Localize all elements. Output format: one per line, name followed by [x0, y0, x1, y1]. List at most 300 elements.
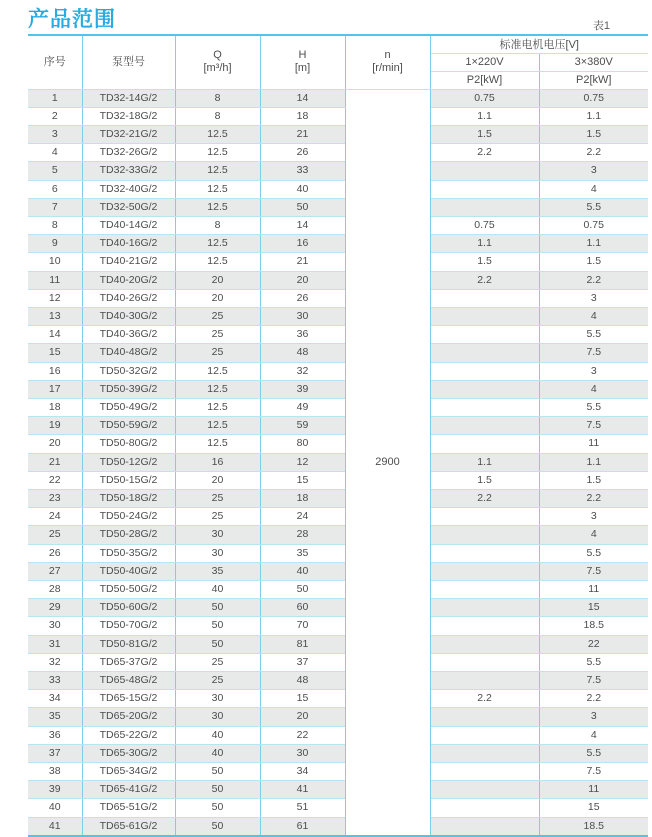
head-h-value: 81: [260, 635, 345, 653]
row-index: 8: [28, 216, 82, 234]
table-row: [28, 544, 648, 562]
flow-q-value: 25: [175, 672, 260, 690]
row-index: 32: [28, 653, 82, 671]
row-index: 23: [28, 489, 82, 507]
row-index: 20: [28, 435, 82, 453]
flow-q-value: 35: [175, 562, 260, 580]
row-index: 33: [28, 672, 82, 690]
p2-220v-value: [430, 817, 539, 836]
head-h-value: 36: [260, 326, 345, 344]
head-h-value: 18: [260, 489, 345, 507]
pump-model: TD40-16G/2: [82, 235, 175, 253]
flow-q-value: 20: [175, 271, 260, 289]
p2-220v-value: [430, 362, 539, 380]
p2-380v-value: 3: [539, 508, 648, 526]
flow-q-value: 30: [175, 526, 260, 544]
row-index: 1: [28, 89, 82, 107]
p2-220v-value: [430, 635, 539, 653]
table-row: [28, 508, 648, 526]
p2-380v-value: 7.5: [539, 763, 648, 781]
p2-380v-value: 5.5: [539, 744, 648, 762]
p2-380v-value: 5.5: [539, 326, 648, 344]
flow-q-value: 40: [175, 726, 260, 744]
p2-220v-value: [430, 726, 539, 744]
pump-model: TD50-80G/2: [82, 435, 175, 453]
row-index: 7: [28, 198, 82, 216]
flow-q-value: 16: [175, 453, 260, 471]
pump-model: TD65-61G/2: [82, 817, 175, 836]
p2-220v-value: [430, 380, 539, 398]
p2-220v-value: [430, 162, 539, 180]
row-index: 10: [28, 253, 82, 271]
table-row: [28, 398, 648, 416]
header-voltage-220: 1×220V: [430, 53, 539, 71]
p2-220v-value: 1.1: [430, 453, 539, 471]
p2-380v-value: 7.5: [539, 417, 648, 435]
pump-model: TD40-30G/2: [82, 307, 175, 325]
p2-380v-value: 3: [539, 708, 648, 726]
head-h-value: 20: [260, 708, 345, 726]
flow-q-value: 12.5: [175, 362, 260, 380]
p2-380v-value: 7.5: [539, 672, 648, 690]
p2-380v-value: 4: [539, 380, 648, 398]
p2-220v-value: [430, 180, 539, 198]
p2-380v-value: 15: [539, 599, 648, 617]
row-index: 11: [28, 271, 82, 289]
p2-380v-value: 3: [539, 162, 648, 180]
table-row: [28, 635, 648, 653]
row-index: 41: [28, 817, 82, 836]
header-flow-q-unit: [m³/h]: [203, 62, 232, 75]
pump-model: TD65-22G/2: [82, 726, 175, 744]
p2-220v-value: 1.5: [430, 253, 539, 271]
flow-q-value: 50: [175, 763, 260, 781]
p2-380v-value: 7.5: [539, 562, 648, 580]
pump-model: TD32-21G/2: [82, 125, 175, 143]
head-h-value: 21: [260, 125, 345, 143]
row-index: 6: [28, 180, 82, 198]
head-h-value: 24: [260, 508, 345, 526]
flow-q-value: 25: [175, 344, 260, 362]
table-row: [28, 708, 648, 726]
p2-220v-value: 1.5: [430, 471, 539, 489]
table-row: [28, 799, 648, 817]
p2-220v-value: 2.2: [430, 271, 539, 289]
head-h-value: 39: [260, 380, 345, 398]
pump-model: TD65-30G/2: [82, 744, 175, 762]
row-index: 27: [28, 562, 82, 580]
header-p2-220: P2[kW]: [430, 71, 539, 89]
p2-380v-value: 11: [539, 781, 648, 799]
head-h-value: 80: [260, 435, 345, 453]
pump-model: TD40-26G/2: [82, 289, 175, 307]
table-row: [28, 471, 648, 489]
row-index: 13: [28, 307, 82, 325]
head-h-value: 40: [260, 180, 345, 198]
pump-model: TD65-48G/2: [82, 672, 175, 690]
pump-model: TD50-24G/2: [82, 508, 175, 526]
flow-q-value: 50: [175, 799, 260, 817]
flow-q-value: 12.5: [175, 125, 260, 143]
flow-q-value: 12.5: [175, 417, 260, 435]
row-index: 38: [28, 763, 82, 781]
p2-220v-value: [430, 763, 539, 781]
row-index: 14: [28, 326, 82, 344]
head-h-value: 20: [260, 271, 345, 289]
flow-q-value: 40: [175, 744, 260, 762]
header-voltage-group: 标准电机电压[V]: [430, 35, 648, 53]
row-index: 16: [28, 362, 82, 380]
header-head-h-unit: [m]: [294, 62, 311, 75]
head-h-value: 60: [260, 599, 345, 617]
p2-220v-value: [430, 435, 539, 453]
table-row: [28, 162, 648, 180]
table-row: [28, 380, 648, 398]
pump-model: TD65-51G/2: [82, 799, 175, 817]
table-row: [28, 125, 648, 143]
p2-380v-value: 1.5: [539, 125, 648, 143]
header-flow-q: [175, 35, 260, 89]
head-h-value: 61: [260, 817, 345, 836]
header-speed-n-unit: [r/min]: [372, 62, 403, 75]
table-row: [28, 690, 648, 708]
head-h-value: 22: [260, 726, 345, 744]
p2-220v-value: 1.5: [430, 125, 539, 143]
page-title: 产品范围: [28, 8, 116, 31]
pump-model: TD40-48G/2: [82, 344, 175, 362]
row-index: 18: [28, 398, 82, 416]
row-index: 3: [28, 125, 82, 143]
head-h-value: 48: [260, 672, 345, 690]
p2-220v-value: [430, 672, 539, 690]
p2-380v-value: 7.5: [539, 344, 648, 362]
pump-model: TD50-49G/2: [82, 398, 175, 416]
head-h-value: 30: [260, 744, 345, 762]
flow-q-value: 12.5: [175, 398, 260, 416]
pump-model: TD32-26G/2: [82, 144, 175, 162]
header-pump-model: 泵型号: [82, 35, 175, 89]
table-row: [28, 216, 648, 234]
pump-model: TD32-50G/2: [82, 198, 175, 216]
row-index: 39: [28, 781, 82, 799]
table-row: [28, 289, 648, 307]
head-h-value: 16: [260, 235, 345, 253]
p2-220v-value: 2.2: [430, 690, 539, 708]
p2-380v-value: 15: [539, 799, 648, 817]
p2-220v-value: 2.2: [430, 489, 539, 507]
p2-380v-value: 2.2: [539, 690, 648, 708]
p2-380v-value: 2.2: [539, 489, 648, 507]
p2-380v-value: 1.1: [539, 235, 648, 253]
header-head-h-symbol: H: [298, 49, 307, 62]
table-row: [28, 726, 648, 744]
pump-model: TD50-59G/2: [82, 417, 175, 435]
flow-q-value: 50: [175, 781, 260, 799]
table-row: [28, 781, 648, 799]
p2-220v-value: [430, 653, 539, 671]
p2-220v-value: [430, 562, 539, 580]
p2-380v-value: 1.5: [539, 471, 648, 489]
flow-q-value: 8: [175, 107, 260, 125]
flow-q-value: 50: [175, 817, 260, 836]
row-index: 28: [28, 580, 82, 598]
p2-380v-value: 22: [539, 635, 648, 653]
head-h-value: 40: [260, 562, 345, 580]
head-h-value: 15: [260, 471, 345, 489]
p2-380v-value: 1.1: [539, 453, 648, 471]
flow-q-value: 12.5: [175, 380, 260, 398]
p2-220v-value: [430, 289, 539, 307]
pump-model: TD50-39G/2: [82, 380, 175, 398]
p2-220v-value: [430, 307, 539, 325]
table-row: [28, 672, 648, 690]
head-h-value: 50: [260, 580, 345, 598]
flow-q-value: 20: [175, 471, 260, 489]
table-row: [28, 107, 648, 125]
row-index: 15: [28, 344, 82, 362]
header-index: 序号: [28, 35, 82, 89]
p2-380v-value: 4: [539, 180, 648, 198]
row-index: 12: [28, 289, 82, 307]
p2-380v-value: 0.75: [539, 89, 648, 107]
flow-q-value: 12.5: [175, 198, 260, 216]
pump-model: TD50-12G/2: [82, 453, 175, 471]
p2-380v-value: 18.5: [539, 817, 648, 836]
p2-380v-value: 5.5: [539, 653, 648, 671]
head-h-value: 32: [260, 362, 345, 380]
p2-220v-value: [430, 344, 539, 362]
p2-220v-value: [430, 198, 539, 216]
pump-model: TD50-70G/2: [82, 617, 175, 635]
pump-spec-table: [28, 34, 648, 837]
p2-380v-value: 2.2: [539, 144, 648, 162]
p2-220v-value: [430, 544, 539, 562]
table-row: [28, 653, 648, 671]
pump-model: TD40-20G/2: [82, 271, 175, 289]
flow-q-value: 25: [175, 653, 260, 671]
pump-model: TD65-34G/2: [82, 763, 175, 781]
flow-q-value: 50: [175, 635, 260, 653]
flow-q-value: 8: [175, 216, 260, 234]
pump-model: TD50-18G/2: [82, 489, 175, 507]
row-index: 35: [28, 708, 82, 726]
row-index: 31: [28, 635, 82, 653]
row-index: 21: [28, 453, 82, 471]
table-row: [28, 180, 648, 198]
head-h-value: 28: [260, 526, 345, 544]
p2-380v-value: 3: [539, 362, 648, 380]
pump-model: TD32-33G/2: [82, 162, 175, 180]
head-h-value: 41: [260, 781, 345, 799]
flow-q-value: 12.5: [175, 253, 260, 271]
flow-q-value: 25: [175, 508, 260, 526]
table-row: [28, 307, 648, 325]
flow-q-value: 20: [175, 289, 260, 307]
p2-380v-value: 5.5: [539, 198, 648, 216]
head-h-value: 15: [260, 690, 345, 708]
table-row: [28, 453, 648, 471]
row-index: 26: [28, 544, 82, 562]
flow-q-value: 12.5: [175, 180, 260, 198]
row-index: 34: [28, 690, 82, 708]
header-head-h: [260, 35, 345, 89]
table-row: [28, 417, 648, 435]
pump-model: TD32-18G/2: [82, 107, 175, 125]
p2-220v-value: [430, 781, 539, 799]
p2-220v-value: [430, 799, 539, 817]
head-h-value: 21: [260, 253, 345, 271]
p2-380v-value: 18.5: [539, 617, 648, 635]
table-row: [28, 144, 648, 162]
table-row: [28, 326, 648, 344]
table-row: [28, 562, 648, 580]
p2-220v-value: [430, 326, 539, 344]
table-row: [28, 526, 648, 544]
pump-model: TD50-60G/2: [82, 599, 175, 617]
head-h-value: 51: [260, 799, 345, 817]
row-index: 24: [28, 508, 82, 526]
p2-380v-value: 4: [539, 726, 648, 744]
head-h-value: 49: [260, 398, 345, 416]
table-row: [28, 362, 648, 380]
row-index: 30: [28, 617, 82, 635]
table-row: [28, 599, 648, 617]
p2-220v-value: [430, 744, 539, 762]
p2-380v-value: 11: [539, 435, 648, 453]
p2-220v-value: 1.1: [430, 235, 539, 253]
row-index: 5: [28, 162, 82, 180]
flow-q-value: 12.5: [175, 162, 260, 180]
flow-q-value: 30: [175, 708, 260, 726]
p2-220v-value: [430, 599, 539, 617]
p2-380v-value: 11: [539, 580, 648, 598]
speed-n-merged-value: 2900: [345, 89, 430, 836]
p2-220v-value: [430, 580, 539, 598]
pump-model: TD50-32G/2: [82, 362, 175, 380]
table-row: [28, 744, 648, 762]
header-voltage-380: 3×380V: [539, 53, 648, 71]
head-h-value: 14: [260, 216, 345, 234]
table-row: [28, 435, 648, 453]
pump-model: TD65-41G/2: [82, 781, 175, 799]
table-number-label: 表1: [592, 20, 610, 32]
head-h-value: 12: [260, 453, 345, 471]
table-row: [28, 253, 648, 271]
p2-220v-value: [430, 417, 539, 435]
p2-220v-value: [430, 617, 539, 635]
table-header: [28, 35, 648, 89]
pump-model: TD50-81G/2: [82, 635, 175, 653]
head-h-value: 59: [260, 417, 345, 435]
p2-380v-value: 1.1: [539, 107, 648, 125]
header-p2-380: P2[kW]: [539, 71, 648, 89]
p2-380v-value: 1.5: [539, 253, 648, 271]
head-h-value: 34: [260, 763, 345, 781]
row-index: 4: [28, 144, 82, 162]
pump-model: TD32-40G/2: [82, 180, 175, 198]
flow-q-value: 25: [175, 307, 260, 325]
pump-model: TD32-14G/2: [82, 89, 175, 107]
pump-model: TD65-20G/2: [82, 708, 175, 726]
table-row: [28, 617, 648, 635]
head-h-value: 70: [260, 617, 345, 635]
p2-380v-value: 4: [539, 307, 648, 325]
head-h-value: 50: [260, 198, 345, 216]
header-speed-n-symbol: n: [384, 49, 391, 62]
table-row: [28, 271, 648, 289]
flow-q-value: 8: [175, 89, 260, 107]
row-index: 22: [28, 471, 82, 489]
head-h-value: 35: [260, 544, 345, 562]
p2-380v-value: 5.5: [539, 398, 648, 416]
p2-380v-value: 5.5: [539, 544, 648, 562]
flow-q-value: 25: [175, 489, 260, 507]
row-index: 17: [28, 380, 82, 398]
table-row: [28, 817, 648, 836]
flow-q-value: 50: [175, 617, 260, 635]
row-index: 29: [28, 599, 82, 617]
p2-220v-value: 2.2: [430, 144, 539, 162]
p2-220v-value: [430, 526, 539, 544]
flow-q-value: 12.5: [175, 235, 260, 253]
header-flow-q-symbol: Q: [213, 49, 222, 62]
head-h-value: 33: [260, 162, 345, 180]
head-h-value: 48: [260, 344, 345, 362]
flow-q-value: 12.5: [175, 144, 260, 162]
table-row: [28, 344, 648, 362]
p2-220v-value: 0.75: [430, 216, 539, 234]
p2-220v-value: [430, 398, 539, 416]
flow-q-value: 40: [175, 580, 260, 598]
p2-380v-value: 4: [539, 526, 648, 544]
row-index: 9: [28, 235, 82, 253]
pump-model: TD50-35G/2: [82, 544, 175, 562]
pump-model: TD50-40G/2: [82, 562, 175, 580]
head-h-value: 30: [260, 307, 345, 325]
head-h-value: 18: [260, 107, 345, 125]
pump-model: TD50-15G/2: [82, 471, 175, 489]
flow-q-value: 30: [175, 544, 260, 562]
spec-table-container: [28, 18, 648, 837]
p2-380v-value: 3: [539, 289, 648, 307]
p2-220v-value: 0.75: [430, 89, 539, 107]
table-row: [28, 89, 648, 107]
pump-model: TD50-50G/2: [82, 580, 175, 598]
table-row: [28, 198, 648, 216]
table-row: [28, 489, 648, 507]
pump-model: TD40-21G/2: [82, 253, 175, 271]
pump-model: TD65-37G/2: [82, 653, 175, 671]
flow-q-value: 12.5: [175, 435, 260, 453]
head-h-value: 37: [260, 653, 345, 671]
row-index: 19: [28, 417, 82, 435]
head-h-value: 26: [260, 144, 345, 162]
head-h-value: 14: [260, 89, 345, 107]
p2-380v-value: 2.2: [539, 271, 648, 289]
flow-q-value: 50: [175, 599, 260, 617]
table-row: [28, 763, 648, 781]
table-row: [28, 235, 648, 253]
flow-q-value: 30: [175, 690, 260, 708]
p2-220v-value: 1.1: [430, 107, 539, 125]
table-body: [28, 89, 648, 836]
row-index: 2: [28, 107, 82, 125]
table-row: [28, 580, 648, 598]
p2-220v-value: [430, 508, 539, 526]
flow-q-value: 25: [175, 326, 260, 344]
row-index: 40: [28, 799, 82, 817]
row-index: 36: [28, 726, 82, 744]
